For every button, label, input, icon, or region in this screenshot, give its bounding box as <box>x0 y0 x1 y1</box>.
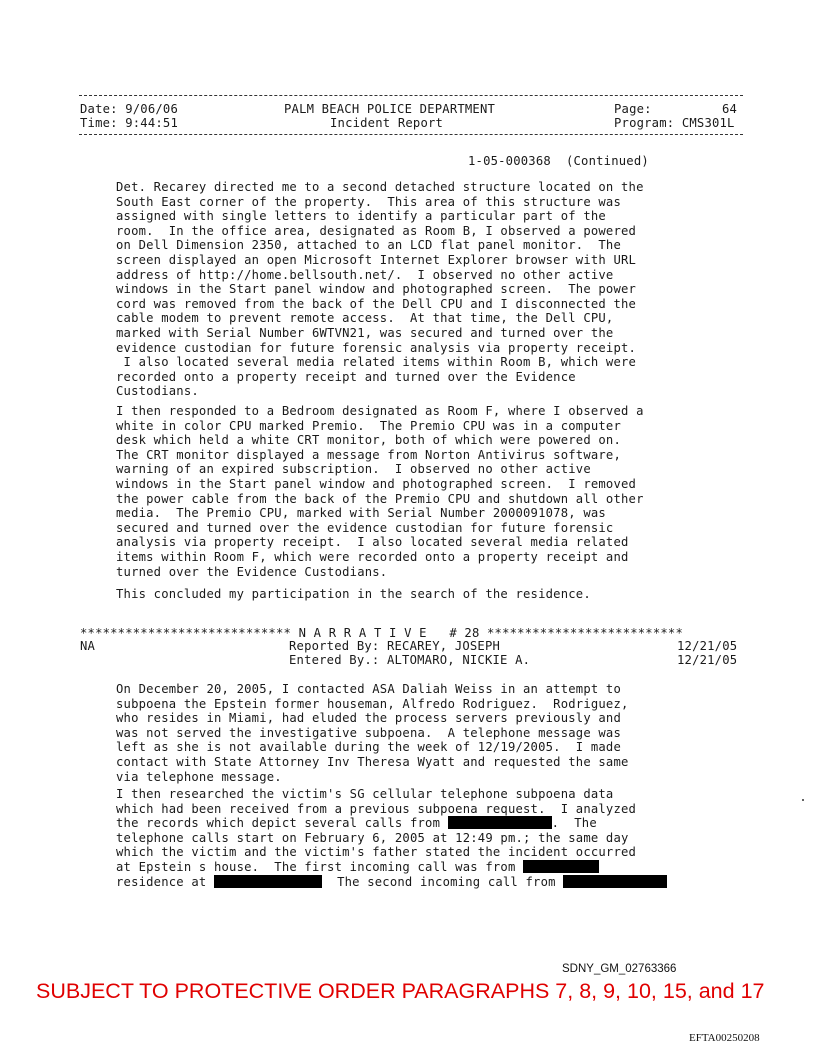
paragraph-line: South East corner of the property. This area of this structure was <box>116 194 622 209</box>
paragraph-line: room. In the office area, designated as Room B, I observed a powered <box>116 223 637 238</box>
paragraph-line: I then responded to a Bedroom designated as Room F, where I observed a <box>116 404 644 418</box>
case-number-continued: 1-05-000368 (Continued) <box>468 154 649 168</box>
redaction-block <box>563 875 667 888</box>
paragraph-line: secured and turned over the evidence custodian for future forensic <box>116 520 614 535</box>
department-name: PALM BEACH POLICE DEPARTMENT <box>284 102 496 116</box>
paragraph-line: warning of an expired subscription. I observed no other active <box>116 462 591 477</box>
paragraph-line: cable modem to prevent remote access. At that time, the Dell CPU, <box>116 311 614 326</box>
protective-order-notice: SUBJECT TO PROTECTIVE ORDER PARAGRAPHS 7, 8, 9, 10, 15, and 17 <box>36 979 765 1003</box>
header-top-rule <box>79 95 743 96</box>
paragraph-line: on Dell Dimension 2350, attached to an LCD flat panel monitor. The <box>116 238 622 253</box>
header-bottom-rule <box>79 134 743 135</box>
p5-text: the records which depict several calls from <box>116 816 448 831</box>
paragraph-line: analysis via property receipt. I also located several media related <box>116 535 629 550</box>
report-type: Incident Report <box>330 116 444 130</box>
paragraph-line: evidence custodian for future forensic analysis via property receipt. <box>116 340 637 355</box>
report-time: Time: 9:44:51 <box>80 116 178 130</box>
paragraph-line: left as she is not available during the week of 12/19/2005. I made <box>116 740 622 755</box>
paragraph-line: cord was removed from the back of the Dell CPU and I disconnected the <box>116 296 637 311</box>
paragraph-line: turned over the Evidence Custodians. <box>116 564 388 579</box>
entered-by: Entered By.: ALTOMARO, NICKIE A. <box>289 653 531 667</box>
paragraph-line: who resides in Miami, had eluded the process servers previously and <box>116 711 622 726</box>
narrative-banner: **************************** N A R R A T I V E # 28 ************************** <box>80 626 683 640</box>
paragraph-line: the power cable from the back of the Premio CPU and shutdown all other <box>116 491 644 506</box>
p5-line <box>116 875 716 890</box>
paragraph-line: address of http://home.bellsouth.net/. I observed no other active <box>116 267 614 282</box>
efta-number: EFTA00250208 <box>689 1032 760 1044</box>
stray-mark <box>802 799 804 801</box>
narrative-paragraph-1 <box>116 180 716 399</box>
page-label: Page: <box>614 102 652 116</box>
paragraph-line: media. The Premio CPU, marked with Serial Number 2000091078, was <box>116 506 606 521</box>
na-label: NA <box>80 639 96 653</box>
reported-date: 12/21/05 <box>677 639 738 653</box>
paragraph-line: windows in the Start panel window and photographed screen. The power <box>116 282 637 297</box>
paragraph-line: assigned with single letters to identify a particular part of the <box>116 209 606 224</box>
bates-number: SDNY_GM_02763366 <box>562 963 677 975</box>
paragraph-line: windows in the Start panel window and photographed screen. I removed <box>116 476 637 491</box>
redaction-block <box>214 875 322 888</box>
p5-line: I then researched the victim's SG cellular telephone subpoena data <box>116 787 614 801</box>
p5-text: residence at <box>116 874 214 889</box>
report-date: Date: 9/06/06 <box>80 102 178 116</box>
redaction-block <box>523 860 599 873</box>
p5-text: at Epstein s house. The first incoming call was from <box>116 859 524 874</box>
entered-date: 12/21/05 <box>677 653 738 667</box>
narrative-paragraph-4 <box>116 682 716 784</box>
paragraph-line: screen displayed an open Microsoft Internet Explorer browser with URL <box>116 252 637 267</box>
p5-text: . The <box>551 816 597 831</box>
paragraph-line: The CRT monitor displayed a message from Norton Antivirus software, <box>116 447 622 462</box>
page-number: 64 <box>722 102 738 116</box>
paragraph-line: was not served the investigative subpoena. A telephone message was <box>116 725 622 740</box>
paragraph-line: items within Room F, which were recorded onto a property receipt and <box>116 549 629 564</box>
p5-line <box>116 860 716 875</box>
paragraph-line: contact with State Attorney Inv Theresa Wyatt and requested the same <box>116 754 629 769</box>
p5-text: The second incoming call from <box>322 874 564 889</box>
paragraph-line: Det. Recarey directed me to a second detached structure located on the <box>116 180 644 194</box>
p5-line: which had been received from a previous subpoena request. I analyzed <box>116 801 637 816</box>
p5-line <box>116 816 716 831</box>
paragraph-line: I also located several media related items within Room B, which were <box>116 355 637 370</box>
narrative-paragraph-5 <box>116 787 716 889</box>
program-code: Program: CMS301L <box>614 116 735 130</box>
p5-line: which the victim and the victim's father stated the incident occurred <box>116 845 637 860</box>
paragraph-line: subpoena the Epstein former houseman, Alfredo Rodriguez. Rodriguez, <box>116 696 629 711</box>
paragraph-line: via telephone message. <box>116 769 282 784</box>
p5-line: telephone calls start on February 6, 2005 at 12:49 pm.; the same day <box>116 830 629 845</box>
paragraph-line: recorded onto a property receipt and turned over the Evidence <box>116 369 576 384</box>
paragraph-line: desk which held a white CRT monitor, both of which were powered on. <box>116 433 622 448</box>
paragraph-line: On December 20, 2005, I contacted ASA Daliah Weiss in an attempt to <box>116 682 622 696</box>
redaction-block <box>448 816 552 829</box>
paragraph-line: Custodians. <box>116 384 199 399</box>
narrative-paragraph-2 <box>116 404 716 579</box>
narrative-paragraph-3: This concluded my participation in the search of the residence. <box>116 587 591 601</box>
paragraph-line: marked with Serial Number 6WTVN21, was secured and turned over the <box>116 325 614 340</box>
paragraph-line: white in color CPU marked Premio. The Premio CPU was in a computer <box>116 418 622 433</box>
reported-by: Reported By: RECAREY, JOSEPH <box>289 639 501 653</box>
